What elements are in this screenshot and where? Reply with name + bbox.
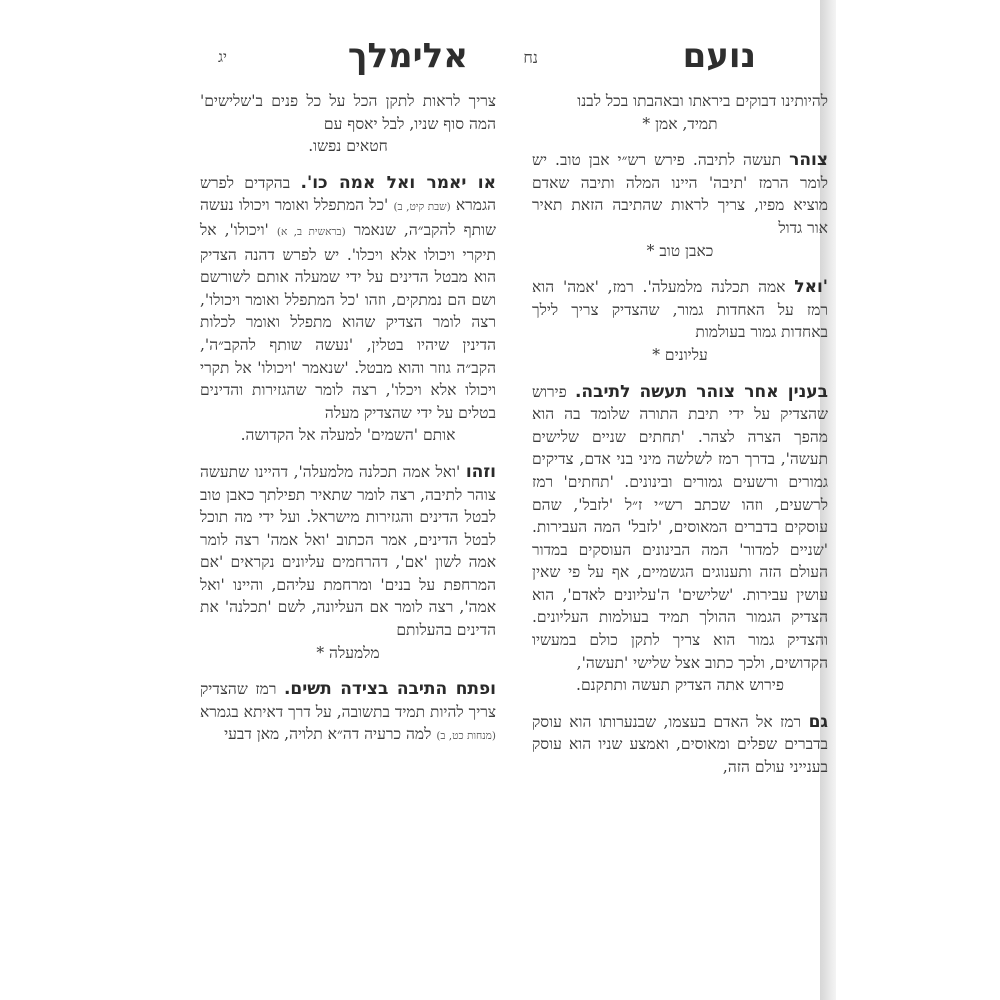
paragraph-end: כאבן טוב * xyxy=(646,241,714,260)
paragraph-text: רמז אל האדם בעצמו, שבנערותו הוא עוסק בדברים שפלים ומאוסים, ואמצע שניו הוא עוסק בענייני עולם הזה, xyxy=(532,712,828,777)
paragraph xyxy=(200,172,496,447)
paragraph-text: 'ואל אמה תכלנה מלמעלה', דהיינו שתעשה צוהר לתיבה, רצה לומר שתאיר תפילתך כאבן טוב לבטל הדינים והגזירות מישראל. ועל ידי מה תוכל לבטל הדינים, אמר הכתוב 'ואל אמה' רצה לומר אמה לשון 'אם', דהרחמים עליונים נקראים 'אם המרחפת על בנים' ומרחמת עליהם, והיינו 'ואל אמה', רצה לומר אם העליונה, לשם 'תכלנה' את הדינים בהעלותם xyxy=(200,462,496,640)
paragraph-text: צריך לראות לתקן הכל על כל פנים ב'שלישים' המה סוף שניו, לבל יאסף עם xyxy=(200,92,496,133)
lead-word: צוהר xyxy=(789,150,828,171)
paragraph xyxy=(200,678,496,748)
paragraph-text: 'ויכולו', אל תיקרי ויכולו אלא ויכלו'. יש לפרש דהנה הצדיק הוא מבטל הדינים על ידי שמעלה אותם לשורשם ושם הם נמתקים, וזהו 'כל המתפלל ואומר ויכולו', רצה לומר הצדיק שהוא מתפלל ואומר לכלות הדינין שיהיו בטלין, 'נעשה שותף להקב״ה', הקב״ה גוזר והוא מבטל. 'שנאמר 'ויכולו' אל תקרי ויכולו אלא ויכלו', רצה לומר שהגזירות והדינים בטלים על ידי שהצדיק מעלה xyxy=(200,220,496,422)
paragraph-text: 'כל המתפלל ואומר ויכולו נעשה שותף להקב״ה, שנאמר xyxy=(200,196,496,239)
lead-word: בענין אחר צוהר תעשה לתיבה. xyxy=(574,381,828,402)
header-parsha: נח xyxy=(523,48,538,67)
lead-word: גם xyxy=(808,711,828,732)
running-header xyxy=(200,36,828,84)
paragraph-end: תמיד, אמן * xyxy=(642,114,718,133)
paragraph-text: בהקדים לפרש הגמרא xyxy=(200,173,496,215)
book-page xyxy=(200,36,828,976)
paragraph-end: חטאים נפשו. xyxy=(308,137,388,156)
citation: (בראשית ב, א) xyxy=(276,225,346,238)
paragraph-end: אותם 'השמים' למעלה אל הקדושה. xyxy=(240,426,456,445)
right-column xyxy=(532,90,828,793)
header-title-word-1: נועם xyxy=(682,36,756,76)
paragraph xyxy=(200,461,496,664)
paragraph xyxy=(532,149,828,262)
citation: (מנחות כט, ב) xyxy=(436,730,496,743)
paragraph-text: תעשה לתיבה. פירש רש״י אבן טוב. יש לומר הרמז 'תיבה' היינו המלה ותיבה שאדם מוציא מפיו, צריך לראות שהתיבה הזאת תאיר אור גדול xyxy=(532,151,828,237)
paragraph-text: למה כרעיה דה״א תלויה, מאן דבעי xyxy=(224,725,432,744)
paragraph-text: להיותינו דבוקים ביראתו ובאהבתו בכל לבנו xyxy=(577,92,828,110)
paragraph xyxy=(532,90,828,135)
left-column xyxy=(200,90,496,762)
paragraph xyxy=(532,381,828,697)
page-number: יג xyxy=(218,48,227,66)
header-title-word-2: אלימלך xyxy=(347,36,468,76)
lead-word: וזהו xyxy=(465,461,496,482)
lead-word: 'ואל xyxy=(794,277,828,298)
paragraph-text: רמז שהצדיק צריך להיות תמיד בתשובה, על דרך דאיתא בגמרא xyxy=(200,680,496,721)
paragraph xyxy=(532,276,828,366)
paragraph xyxy=(532,711,828,779)
paragraph-text: פירוש שהצדיק על ידי תיבת התורה שלומד בה הוא מהפך הצרה לצהר. 'תחתים שניים שלישים תעשה', בדרך רמז לשלשה מיני בני אדם, צדיקים גמורים ורשעים גמורים ובינונים. 'תחתים' רמז לרשעים, וזהו שכתב רש״י ז״ל 'לזבל', שהם עוסקים בדברים המאוסים, 'לזבל' המה העבירות. 'שניים למדור' המה הבינונים העוסקים במדור העולם הזה ותענוגים הגשמיים, אף על פי שאין עושין עבירות. 'שלישים' ה'עליונים לאדם', הוא הצדיק הגמור ההולך תמיד בעולמות העליונים. והצדיק גמור הוא צריך לתקן כולם במעשיו הקדושים, ולכך כתוב אצל שלישי 'תעשה', xyxy=(532,382,828,672)
paragraph xyxy=(200,90,496,158)
paragraph-end: פירוש אתה הצדיק תעשה ותתקנם. xyxy=(576,676,784,695)
lead-word: ופתח התיבה בצידה תשים. xyxy=(283,679,497,700)
paragraph-end: עליונים * xyxy=(652,345,708,364)
paragraph-text: אמה תכלנה מלמעלה'. רמז, 'אמה' הוא רמז על האחדות גמור, שהצדיק צריך לילך באחדות גמור בעולמות xyxy=(532,278,828,342)
paragraph-end: מלמעלה * xyxy=(316,643,380,662)
citation: (שבת קיט, ב) xyxy=(393,201,451,214)
lead-word: או יאמר ואל אמה כו'. xyxy=(300,172,496,193)
